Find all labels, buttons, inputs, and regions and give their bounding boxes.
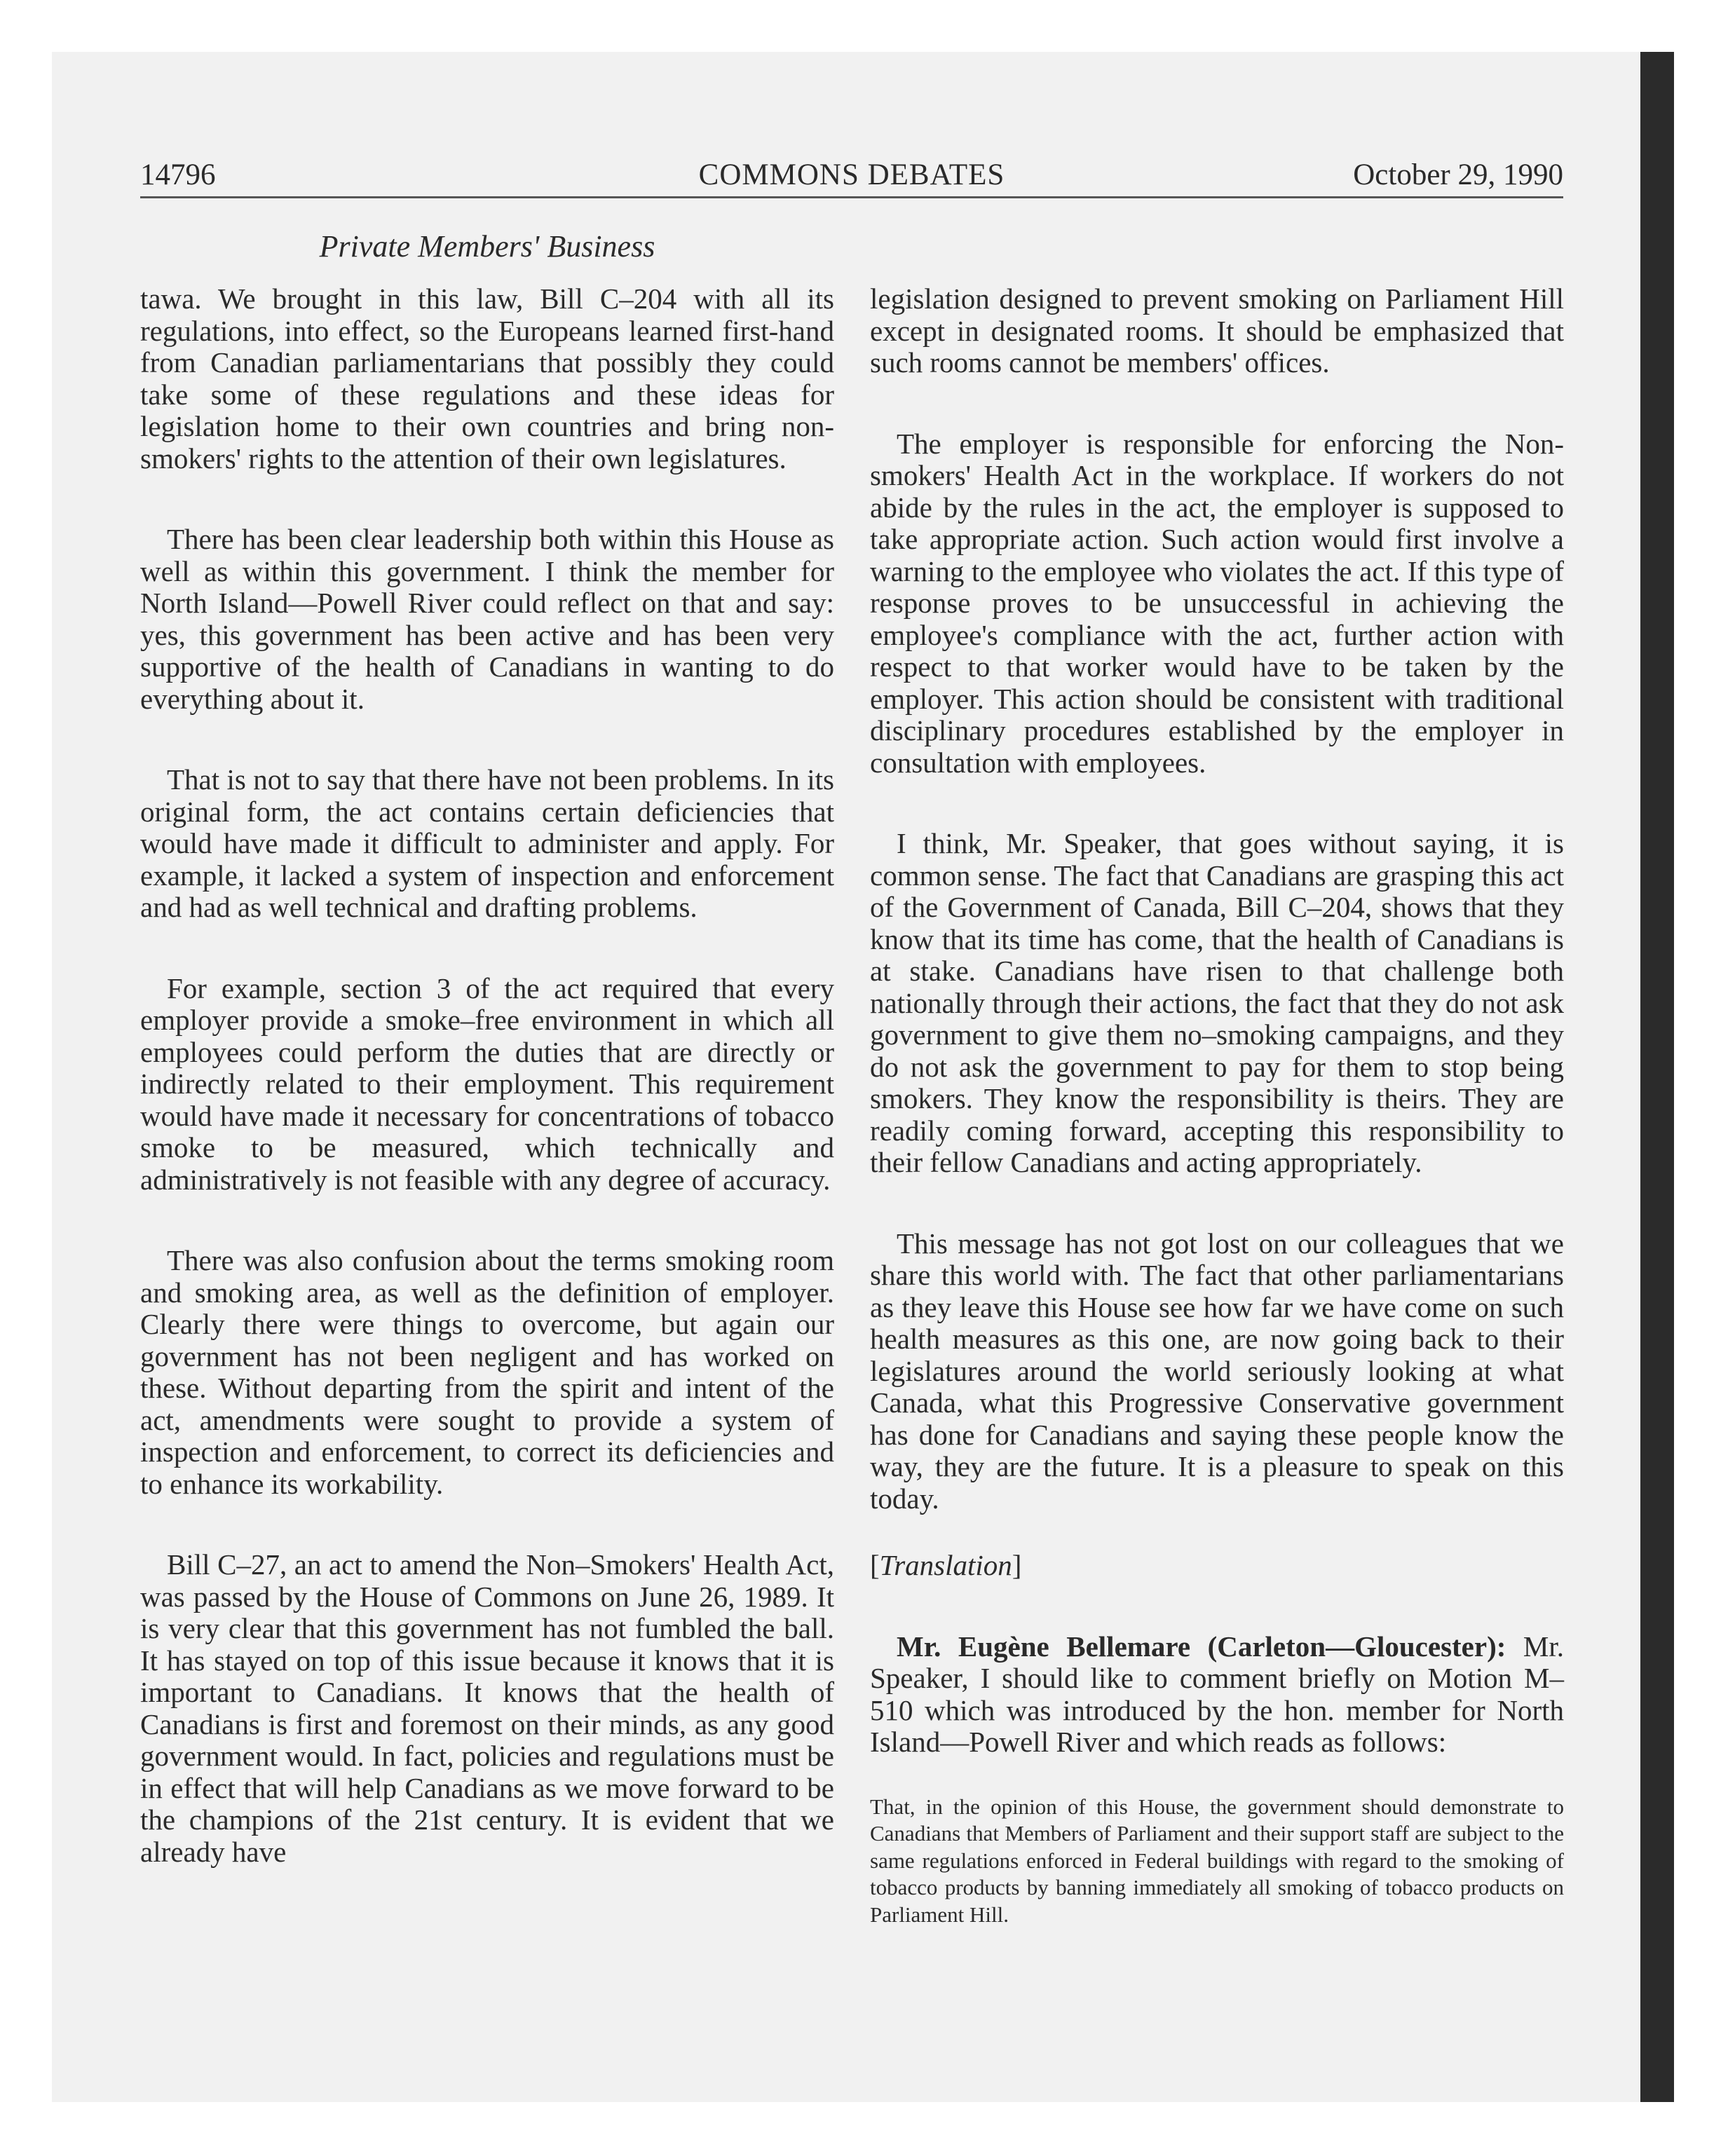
speech-paragraph bbox=[870, 1631, 1564, 1759]
header-rule bbox=[140, 196, 1563, 198]
publication-title: COMMONS DEBATES bbox=[698, 158, 1005, 191]
paragraph: This message has not got lost on our colleagues that we share this world with. The fact that other parliamentarians as they leave this House see how far we have come on such health measures as this one, are now going back to their legislatures around the world seriously looking at what Canada, what this Progressive Conservative government has done for Canadians and saying these people know the way, they are the future. It is a pleasure to speak on this today. bbox=[870, 1227, 1564, 1515]
paragraph: There was also confusion about the terms smoking room and smoking area, as well as the definition of employer. Clearly there were things to overcome, but again our government has not been negligent and has worked on these. Without departing from the spirit and intent of the act, amendments were sought to provide a system of inspection and enforcement, to correct its deficiencies and to enhance its workability. bbox=[140, 1244, 834, 1500]
speaker-name: Mr. Eugène Bellemare (Carleton—Gloucester): bbox=[897, 1630, 1506, 1663]
translation-note bbox=[870, 1550, 1564, 1582]
running-header bbox=[140, 153, 1563, 198]
paragraph: That is not to say that there have not been problems. In its original form, the act contains certain deficiencies that would have made it difficult to administer and apply. For example, it lacked a system of inspection and enforcement and had as well technical and drafting problems. bbox=[140, 763, 834, 923]
scan-binding-edge bbox=[1640, 52, 1674, 2102]
right-column bbox=[870, 283, 1564, 1977]
page-number: 14796 bbox=[140, 158, 216, 191]
motion-quote: That, in the opinion of this House, the government should demonstrate to Canadians that Members of Parliament and their support staff are subject to the same regulations enforced in Federal buildings with regard to the smoking of tobacco products by banning immediately all smoking of tobacco products on Parliament Hill. bbox=[870, 1794, 1564, 1927]
paragraph: legislation designed to prevent smoking on Parliament Hill except in designated rooms. It should be emphasized that such rooms cannot be members' offices. bbox=[870, 282, 1564, 378]
speech-text: Mr. Speaker, I should like to comment briefly on Motion M–510 which was introduced by the hon. member for North Island—Powell River and which reads as follows: bbox=[870, 1630, 1564, 1758]
paragraph: tawa. We brought in this law, Bill C–204 with all its regulations, into effect, so the Europeans learned first-hand from Canadian parliamentarians that possibly they could take some of these regulations and these ideas for legislation home to their own countries and bring non-smokers' rights to the attention of their own legislatures. bbox=[140, 282, 834, 475]
bracket-open: [ bbox=[870, 1549, 880, 1581]
bracket-close: ] bbox=[1012, 1549, 1022, 1581]
left-column bbox=[140, 283, 834, 1917]
paragraph: There has been clear leadership both within this House as well as within this government. I think the member for North Island—Powell River could reflect on that and say: yes, this government has been active and has been very supportive of the health of Canadians in wanting to do everything about it. bbox=[140, 523, 834, 715]
paragraph: For example, section 3 of the act required that every employer provide a smoke–free environment in which all employees could perform the duties that are directly or indirectly related to their employment. This requirement would have made it necessary for concentrations of tobacco smoke to be measured, which technically and administratively is not feasible with any degree of accuracy. bbox=[140, 971, 834, 1196]
paragraph: I think, Mr. Speaker, that goes without saying, it is common sense. The fact that Canadians are grasping this act of the Government of Canada, Bill C–204, shows that they know that its time has come, that the health of Canadians is at stake. Canadians have risen to that challenge both nationally through their actions, the fact that they do not ask government to give them no–smoking campaigns, and they do not ask the government to pay for them to stop being smokers. They know the responsibility is theirs. They are readily coming forward, accepting this responsibility to their fellow Canadians and acting appropriately. bbox=[870, 827, 1564, 1178]
paragraph: Bill C–27, an act to amend the Non–Smokers' Health Act, was passed by the House of Commons on June 26, 1989. It is very clear that this government has not fumbled the ball. It has stayed on top of this issue because it knows that it is important to Canadians. It knows that the health of Canadians is first and foremost on their minds, as any good government would. In fact, policies and regulations must be in effect that will help Canadians as we move forward to be the champions of the 21st century. It is evident that we already have bbox=[140, 1548, 834, 1868]
translation-word: Translation bbox=[879, 1549, 1012, 1581]
paragraph: The employer is responsible for enforcing the Non-smokers' Health Act in the workplace. If workers do not abide by the rules in the act, the employer is supposed to take appropriate action. Such action would first involve a warning to the employee who violates the act. If this type of response proves to be unsuccessful in achieving the employee's compliance with the act, further action with respect to that worker would have to be taken by the employer. This action should be consistent with traditional disciplinary procedures established by the employer in consultation with employees. bbox=[870, 427, 1564, 779]
publication-date: October 29, 1990 bbox=[1353, 158, 1563, 191]
section-title: Private Members' Business bbox=[319, 229, 655, 264]
